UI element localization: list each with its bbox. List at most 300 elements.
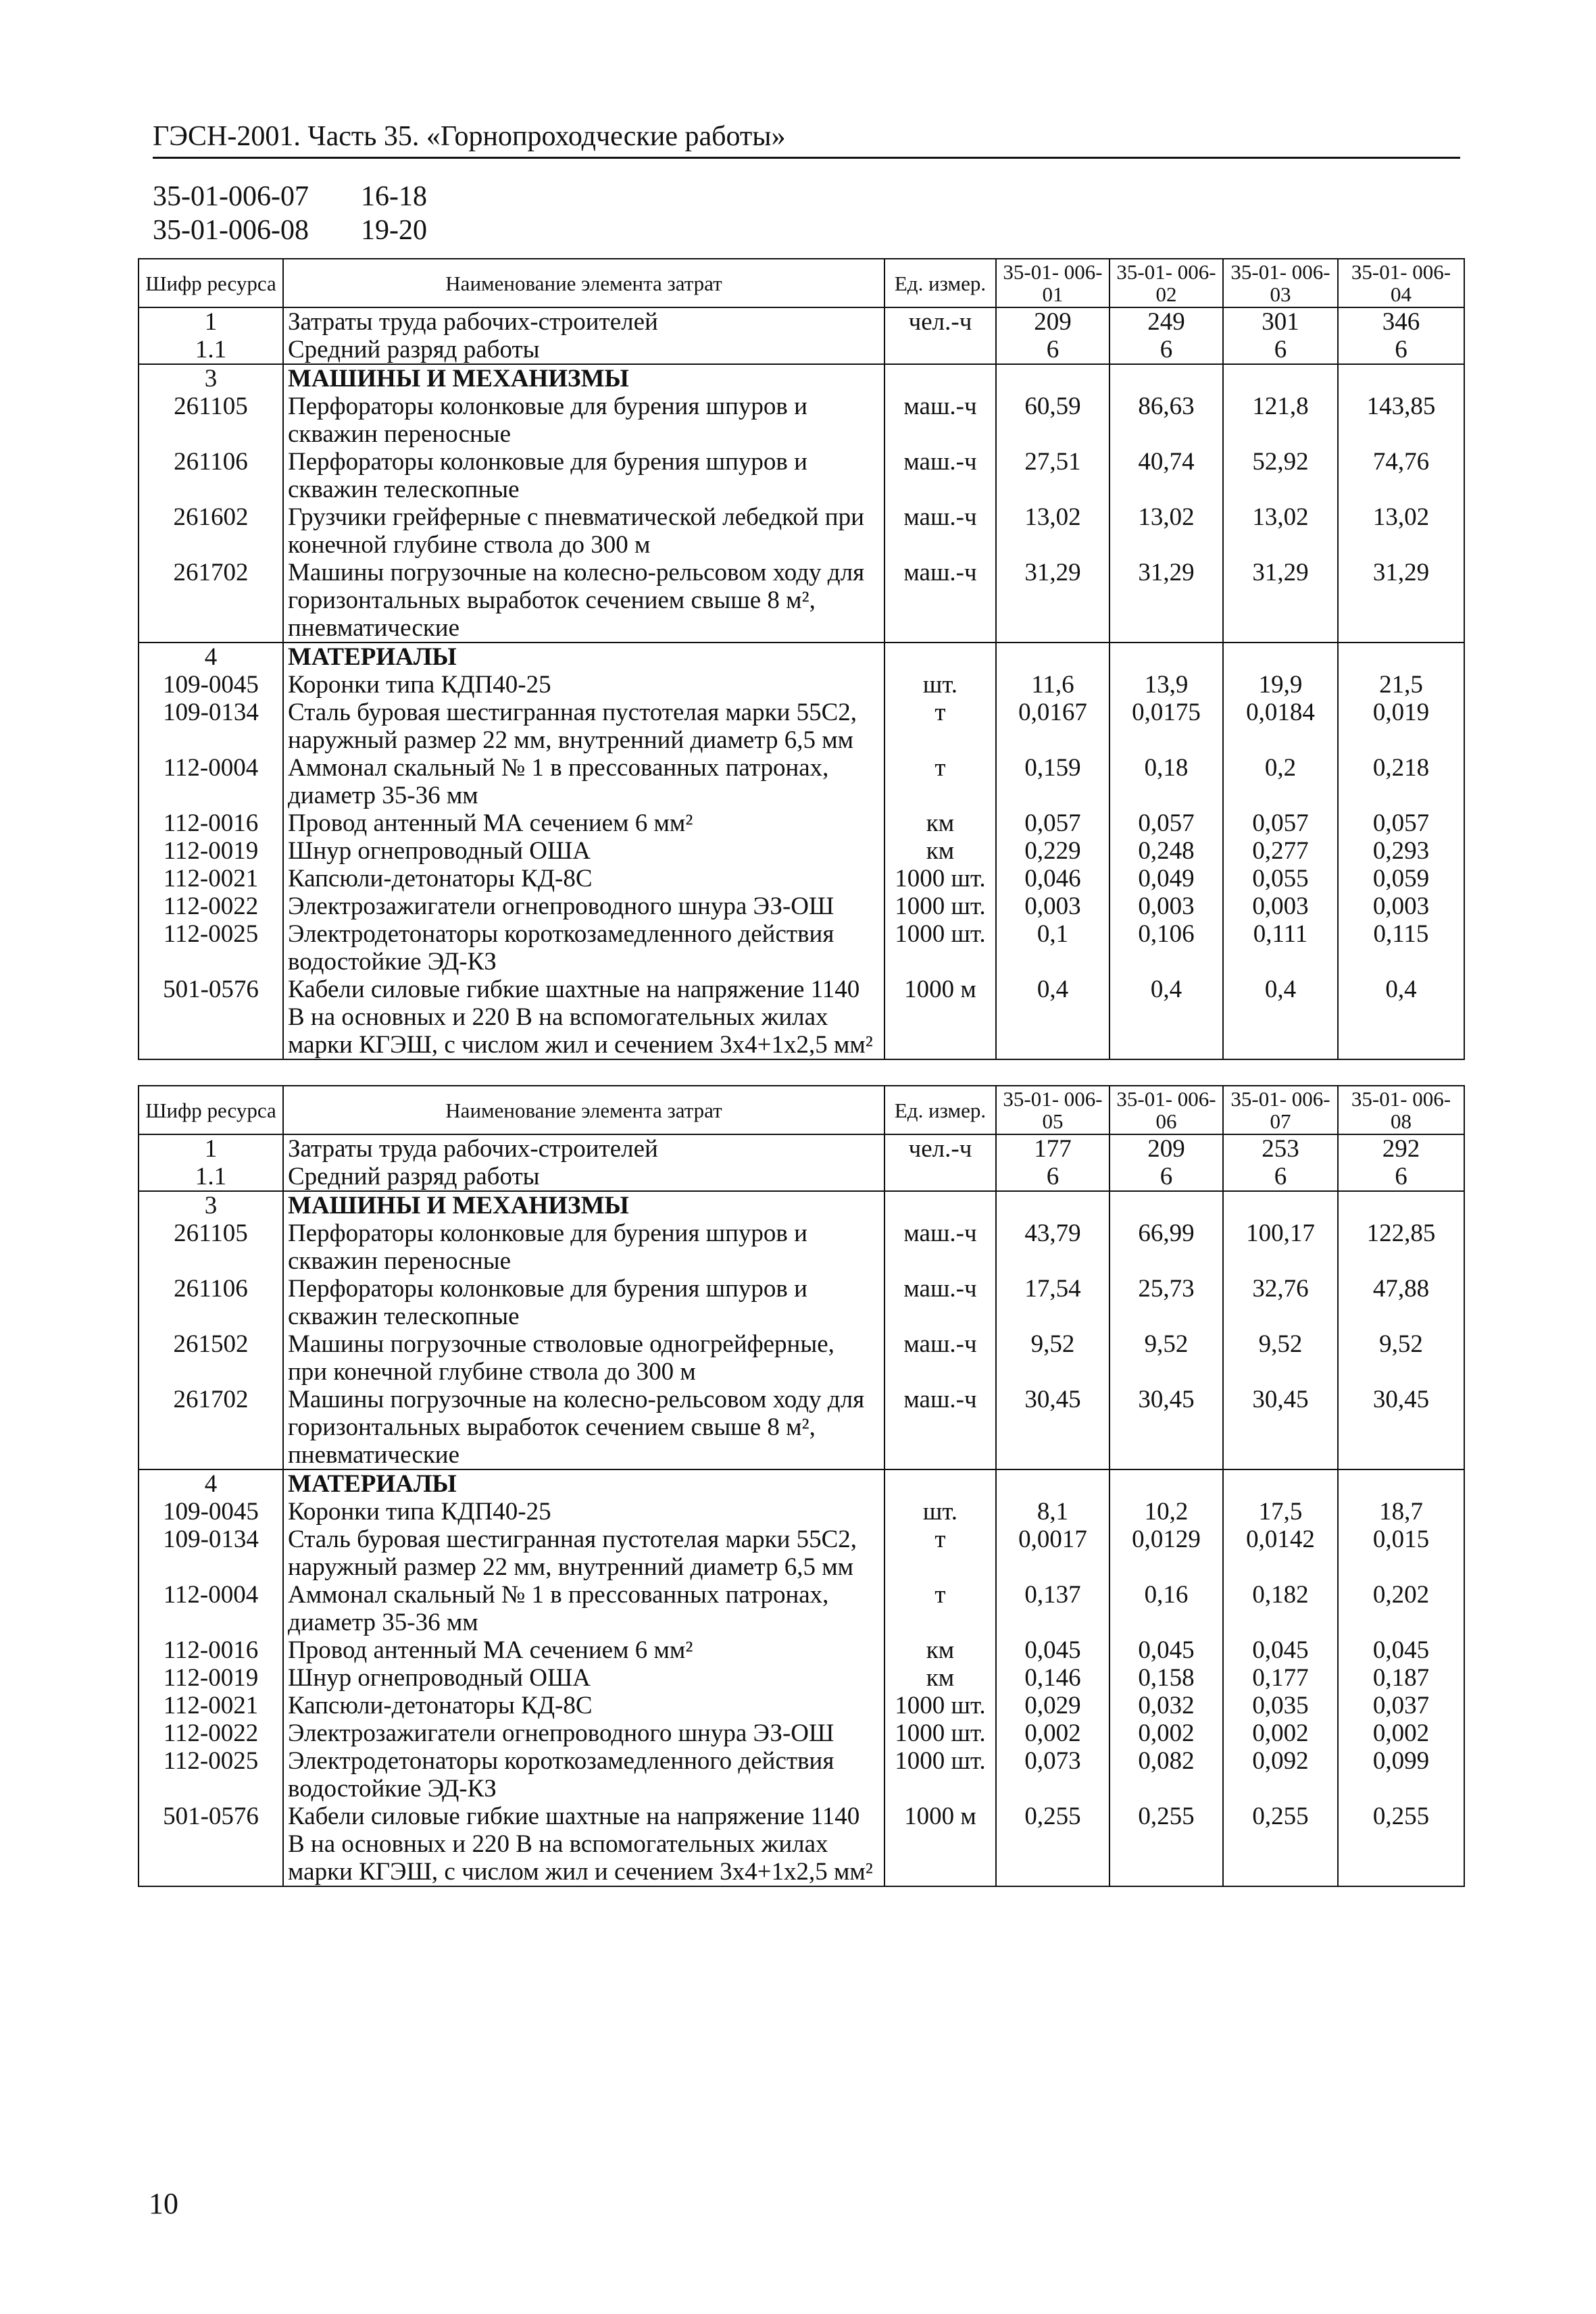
norm-value-cell: 13,02 bbox=[1109, 503, 1223, 559]
norm-value-cell: 0,255 bbox=[996, 1803, 1109, 1886]
norm-value-cell: 0,0167 bbox=[996, 699, 1109, 754]
resource-code-cell: 261702 bbox=[139, 559, 283, 643]
norm-value-cell bbox=[1223, 1191, 1338, 1219]
norm-value-cell: 40,74 bbox=[1109, 448, 1223, 503]
header-norm-code: 35-01- 006-07 bbox=[1223, 1086, 1338, 1134]
resource-code-cell: 109-0045 bbox=[139, 671, 283, 699]
table-row bbox=[139, 643, 1464, 671]
unit-cell: маш.-ч bbox=[884, 559, 996, 643]
cost-element-name-cell: Провод антенный МА сечением 6 мм² bbox=[283, 1636, 884, 1664]
resource-code-cell: 3 bbox=[139, 364, 283, 393]
norm-value-cell: 0,002 bbox=[1338, 1719, 1464, 1747]
page-number: 10 bbox=[149, 2187, 178, 2220]
norm-value-cell: 0,248 bbox=[1109, 837, 1223, 865]
cost-element-name-cell: Машины погрузочные на колесно-рельсовом ходу для горизонтальных выработок сечением свыше 8 м², пневматические bbox=[283, 559, 884, 643]
norm-value-cell: 209 bbox=[1109, 1134, 1223, 1163]
reference-range: 19-20 bbox=[361, 215, 427, 246]
norm-value-cell: 21,5 bbox=[1338, 671, 1464, 699]
unit-cell: 1000 шт. bbox=[884, 865, 996, 892]
norm-value-cell: 0,029 bbox=[996, 1692, 1109, 1719]
norm-value-cell: 0,229 bbox=[996, 837, 1109, 865]
table-row bbox=[139, 1191, 1464, 1219]
norm-value-cell: 0,045 bbox=[996, 1636, 1109, 1664]
cost-element-name-cell: Электродетонаторы короткозамедленного действия водостойкие ЭД-КЗ bbox=[283, 1747, 884, 1803]
norm-value-cell: 0,4 bbox=[1338, 976, 1464, 1059]
resource-code-cell: 1.1 bbox=[139, 1163, 283, 1191]
norm-value-cell: 30,45 bbox=[1338, 1386, 1464, 1469]
cost-element-name-cell: Кабели силовые гибкие шахтные на напряжение 1140 В на основных и 220 В на вспомогательных жилах марки КГЭШ, с числом жил и сечением 3х4+1х2,5 мм² bbox=[283, 1803, 884, 1886]
cost-element-name-cell: Сталь буровая шестигранная пустотелая марки 55С2, наружный размер 22 мм, внутренний диаметр 6,5 мм bbox=[283, 1526, 884, 1581]
resource-code-cell: 501-0576 bbox=[139, 976, 283, 1059]
resource-code-cell: 112-0022 bbox=[139, 892, 283, 920]
unit-cell: км bbox=[884, 1636, 996, 1664]
unit-cell: маш.-ч bbox=[884, 393, 996, 448]
norm-value-cell: 13,02 bbox=[1338, 503, 1464, 559]
norm-value-cell: 0,057 bbox=[996, 809, 1109, 837]
norm-value-cell: 30,45 bbox=[996, 1386, 1109, 1469]
table-row bbox=[139, 976, 1464, 1059]
norm-table-2 bbox=[138, 1085, 1465, 1887]
unit-cell: т bbox=[884, 699, 996, 754]
table-row bbox=[139, 1330, 1464, 1386]
reference-code: 35-01-006-07 bbox=[153, 181, 309, 212]
norm-value-cell: 13,02 bbox=[1223, 503, 1338, 559]
cost-element-name-cell: Перфораторы колонковые для бурения шпуров и скважин телескопные bbox=[283, 1275, 884, 1330]
norm-value-cell: 0,045 bbox=[1223, 1636, 1338, 1664]
norm-value-cell bbox=[996, 364, 1109, 393]
norm-value-cell: 47,88 bbox=[1338, 1275, 1464, 1330]
norm-value-cell: 0,218 bbox=[1338, 754, 1464, 809]
norm-value-cell: 11,6 bbox=[996, 671, 1109, 699]
cost-element-name-cell: Электрозажигатели огнепроводного шнура ЭЗ-ОШ bbox=[283, 892, 884, 920]
norm-value-cell: 30,45 bbox=[1223, 1386, 1338, 1469]
norm-value-cell: 0,2 bbox=[1223, 754, 1338, 809]
norm-value-cell bbox=[1223, 364, 1338, 393]
norm-table-1 bbox=[138, 258, 1465, 1060]
unit-cell: маш.-ч bbox=[884, 448, 996, 503]
resource-code-cell: 1.1 bbox=[139, 336, 283, 364]
table-row bbox=[139, 1386, 1464, 1469]
table-row bbox=[139, 1636, 1464, 1664]
unit-cell: маш.-ч bbox=[884, 1386, 996, 1469]
norm-value-cell: 25,73 bbox=[1109, 1275, 1223, 1330]
resource-code-cell: 261702 bbox=[139, 1386, 283, 1469]
resource-code-cell: 112-0016 bbox=[139, 1636, 283, 1664]
norm-value-cell: 0,003 bbox=[996, 892, 1109, 920]
norm-value-cell: 0,255 bbox=[1338, 1803, 1464, 1886]
unit-cell bbox=[884, 336, 996, 364]
norm-value-cell: 292 bbox=[1338, 1134, 1464, 1163]
norm-value-cell: 86,63 bbox=[1109, 393, 1223, 448]
header-norm-code: 35-01- 006-02 bbox=[1109, 259, 1223, 307]
norm-value-cell: 13,9 bbox=[1109, 671, 1223, 699]
norm-value-cell: 0,003 bbox=[1109, 892, 1223, 920]
norm-value-cell: 143,85 bbox=[1338, 393, 1464, 448]
header-norm-code: 35-01- 006-03 bbox=[1223, 259, 1338, 307]
norm-value-cell: 18,7 bbox=[1338, 1498, 1464, 1526]
header-cost-element: Наименование элемента затрат bbox=[283, 259, 884, 307]
norm-value-cell: 0,0184 bbox=[1223, 699, 1338, 754]
norm-value-cell bbox=[1338, 643, 1464, 671]
table-row bbox=[139, 1498, 1464, 1526]
unit-cell: маш.-ч bbox=[884, 1219, 996, 1275]
norm-value-cell: 6 bbox=[1223, 1163, 1338, 1191]
norm-value-cell: 0,293 bbox=[1338, 837, 1464, 865]
resource-code-cell: 261106 bbox=[139, 1275, 283, 1330]
norm-value-cell: 0,4 bbox=[1223, 976, 1338, 1059]
norm-value-cell: 31,29 bbox=[1109, 559, 1223, 643]
unit-cell: шт. bbox=[884, 671, 996, 699]
unit-cell: км bbox=[884, 1664, 996, 1692]
cost-element-name-cell: Средний разряд работы bbox=[283, 336, 884, 364]
norm-value-cell: 0,1 bbox=[996, 920, 1109, 976]
norm-value-cell: 0,137 bbox=[996, 1581, 1109, 1636]
unit-cell: 1000 шт. bbox=[884, 892, 996, 920]
norm-value-cell: 0,049 bbox=[1109, 865, 1223, 892]
unit-cell: маш.-ч bbox=[884, 1275, 996, 1330]
reference-code: 35-01-006-08 bbox=[153, 215, 309, 246]
reference-row bbox=[153, 180, 427, 213]
norm-value-cell: 9,52 bbox=[1109, 1330, 1223, 1386]
norm-value-cell bbox=[1109, 1191, 1223, 1219]
norm-value-cell: 0,177 bbox=[1223, 1664, 1338, 1692]
header-norm-code: 35-01- 006-04 bbox=[1338, 259, 1464, 307]
norm-value-cell: 0,0017 bbox=[996, 1526, 1109, 1581]
norm-value-cell: 0,057 bbox=[1223, 809, 1338, 837]
resource-code-cell: 261106 bbox=[139, 448, 283, 503]
norm-value-cell: 0,182 bbox=[1223, 1581, 1338, 1636]
table-row bbox=[139, 1747, 1464, 1803]
unit-cell: чел.-ч bbox=[884, 1134, 996, 1163]
unit-cell: т bbox=[884, 754, 996, 809]
header-norm-code: 35-01- 006-01 bbox=[996, 259, 1109, 307]
norm-value-cell: 60,59 bbox=[996, 393, 1109, 448]
norm-value-cell: 122,85 bbox=[1338, 1219, 1464, 1275]
cost-element-name-cell: МАШИНЫ И МЕХАНИЗМЫ bbox=[283, 364, 884, 393]
norm-value-cell: 43,79 bbox=[996, 1219, 1109, 1275]
cost-element-name-cell: Капсюли-детонаторы КД-8С bbox=[283, 1692, 884, 1719]
document-title: ГЭСН-2001. Часть 35. «Горнопроходческие работы» bbox=[153, 121, 786, 152]
norm-value-cell: 13,02 bbox=[996, 503, 1109, 559]
norm-value-cell: 0,092 bbox=[1223, 1747, 1338, 1803]
table-row bbox=[139, 1803, 1464, 1886]
resource-code-cell: 112-0019 bbox=[139, 1664, 283, 1692]
cost-element-name-cell: Шнур огнепроводный ОША bbox=[283, 1664, 884, 1692]
cost-element-name-cell: Машины погрузочные стволовые одногрейферные, при конечной глубине ствола до 300 м bbox=[283, 1330, 884, 1386]
table-row bbox=[139, 1219, 1464, 1275]
norm-value-cell: 0,106 bbox=[1109, 920, 1223, 976]
reference-list bbox=[153, 180, 427, 247]
resource-code-cell: 109-0045 bbox=[139, 1498, 283, 1526]
table-row bbox=[139, 336, 1464, 364]
norm-value-cell: 0,073 bbox=[996, 1747, 1109, 1803]
table-row bbox=[139, 503, 1464, 559]
header-unit: Ед. измер. bbox=[884, 1086, 996, 1134]
cost-element-name-cell: Перфораторы колонковые для бурения шпуров и скважин телескопные bbox=[283, 448, 884, 503]
cost-element-name-cell: Машины погрузочные на колесно-рельсовом ходу для горизонтальных выработок сечением свыше 8 м², пневматические bbox=[283, 1386, 884, 1469]
cost-element-name-cell: Аммонал скальный № 1 в прессованных патронах, диаметр 35-36 мм bbox=[283, 754, 884, 809]
header-resource-code: Шифр ресурса bbox=[139, 259, 283, 307]
resource-code-cell: 261105 bbox=[139, 393, 283, 448]
norm-value-cell: 30,45 bbox=[1109, 1386, 1223, 1469]
norm-value-cell: 301 bbox=[1223, 307, 1338, 336]
table-row bbox=[139, 1581, 1464, 1636]
norm-value-cell: 0,202 bbox=[1338, 1581, 1464, 1636]
reference-row bbox=[153, 213, 427, 247]
header-norm-code: 35-01- 006-05 bbox=[996, 1086, 1109, 1134]
unit-cell: км bbox=[884, 837, 996, 865]
resource-code-cell: 112-0004 bbox=[139, 754, 283, 809]
unit-cell: т bbox=[884, 1581, 996, 1636]
resource-code-cell: 112-0025 bbox=[139, 1747, 283, 1803]
unit-cell: 1000 шт. bbox=[884, 920, 996, 976]
resource-code-cell: 109-0134 bbox=[139, 1526, 283, 1581]
norm-value-cell: 0,158 bbox=[1109, 1664, 1223, 1692]
norm-value-cell: 6 bbox=[996, 336, 1109, 364]
reference-range: 16-18 bbox=[361, 181, 427, 212]
unit-cell bbox=[884, 1469, 996, 1498]
cost-element-name-cell: Затраты труда рабочих-строителей bbox=[283, 1134, 884, 1163]
norm-value-cell: 100,17 bbox=[1223, 1219, 1338, 1275]
table-row bbox=[139, 671, 1464, 699]
unit-cell: 1000 м bbox=[884, 976, 996, 1059]
norm-value-cell: 0,4 bbox=[1109, 976, 1223, 1059]
resource-code-cell: 261602 bbox=[139, 503, 283, 559]
norm-value-cell: 27,51 bbox=[996, 448, 1109, 503]
norm-value-cell: 6 bbox=[1338, 336, 1464, 364]
table-row bbox=[139, 754, 1464, 809]
norm-value-cell: 0,035 bbox=[1223, 1692, 1338, 1719]
table-row bbox=[139, 865, 1464, 892]
norm-value-cell: 9,52 bbox=[1338, 1330, 1464, 1386]
norm-value-cell bbox=[1223, 1469, 1338, 1498]
norm-value-cell: 0,032 bbox=[1109, 1692, 1223, 1719]
norm-value-cell: 19,9 bbox=[1223, 671, 1338, 699]
norm-value-cell: 121,8 bbox=[1223, 393, 1338, 448]
norm-value-cell: 6 bbox=[996, 1163, 1109, 1191]
norm-value-cell: 0,159 bbox=[996, 754, 1109, 809]
norm-value-cell: 0,187 bbox=[1338, 1664, 1464, 1692]
norm-value-cell: 177 bbox=[996, 1134, 1109, 1163]
unit-cell: маш.-ч bbox=[884, 1330, 996, 1386]
norm-value-cell: 253 bbox=[1223, 1134, 1338, 1163]
norm-value-cell: 0,046 bbox=[996, 865, 1109, 892]
norm-value-cell: 0,003 bbox=[1223, 892, 1338, 920]
cost-element-name-cell: Грузчики грейферные с пневматической лебедкой при конечной глубине ствола до 300 м bbox=[283, 503, 884, 559]
cost-element-name-cell: Аммонал скальный № 1 в прессованных патронах, диаметр 35-36 мм bbox=[283, 1581, 884, 1636]
resource-code-cell: 112-0019 bbox=[139, 837, 283, 865]
resource-code-cell: 4 bbox=[139, 643, 283, 671]
unit-cell: 1000 м bbox=[884, 1803, 996, 1886]
norm-value-cell: 0,082 bbox=[1109, 1747, 1223, 1803]
cost-element-name-cell: Сталь буровая шестигранная пустотелая марки 55С2, наружный размер 22 мм, внутренний диаметр 6,5 мм bbox=[283, 699, 884, 754]
resource-code-cell: 112-0025 bbox=[139, 920, 283, 976]
norm-value-cell bbox=[1109, 364, 1223, 393]
table-header-row bbox=[139, 1086, 1464, 1134]
norm-value-cell: 0,0129 bbox=[1109, 1526, 1223, 1581]
norm-value-cell: 66,99 bbox=[1109, 1219, 1223, 1275]
cost-element-name-cell: Средний разряд работы bbox=[283, 1163, 884, 1191]
resource-code-cell: 261502 bbox=[139, 1330, 283, 1386]
norm-value-cell: 0,255 bbox=[1223, 1803, 1338, 1886]
norm-value-cell: 0,18 bbox=[1109, 754, 1223, 809]
norm-value-cell: 0,002 bbox=[1109, 1719, 1223, 1747]
norm-value-cell: 32,76 bbox=[1223, 1275, 1338, 1330]
table-row bbox=[139, 1692, 1464, 1719]
cost-element-name-cell: Электродетонаторы короткозамедленного действия водостойкие ЭД-КЗ bbox=[283, 920, 884, 976]
header-norm-code: 35-01- 006-08 bbox=[1338, 1086, 1464, 1134]
header-norm-code: 35-01- 006-06 bbox=[1109, 1086, 1223, 1134]
unit-cell: т bbox=[884, 1526, 996, 1581]
cost-element-name-cell: Шнур огнепроводный ОША bbox=[283, 837, 884, 865]
resource-code-cell: 112-0021 bbox=[139, 865, 283, 892]
norm-value-cell bbox=[996, 643, 1109, 671]
norm-value-cell: 52,92 bbox=[1223, 448, 1338, 503]
norm-value-cell: 74,76 bbox=[1338, 448, 1464, 503]
norm-value-cell: 0,057 bbox=[1338, 809, 1464, 837]
norm-value-cell: 9,52 bbox=[996, 1330, 1109, 1386]
unit-cell: 1000 шт. bbox=[884, 1747, 996, 1803]
cost-element-name-cell: Коронки типа КДП40-25 bbox=[283, 671, 884, 699]
cost-element-name-cell: Затраты труда рабочих-строителей bbox=[283, 307, 884, 336]
norm-value-cell: 31,29 bbox=[1223, 559, 1338, 643]
table-row bbox=[139, 393, 1464, 448]
table-row bbox=[139, 1163, 1464, 1191]
norm-value-cell: 249 bbox=[1109, 307, 1223, 336]
norm-value-cell: 31,29 bbox=[996, 559, 1109, 643]
table-row bbox=[139, 1664, 1464, 1692]
unit-cell bbox=[884, 1191, 996, 1219]
unit-cell: маш.-ч bbox=[884, 503, 996, 559]
norm-value-cell: 0,057 bbox=[1109, 809, 1223, 837]
norm-value-cell: 0,037 bbox=[1338, 1692, 1464, 1719]
header-cost-element: Наименование элемента затрат bbox=[283, 1086, 884, 1134]
unit-cell: 1000 шт. bbox=[884, 1719, 996, 1747]
resource-code-cell: 4 bbox=[139, 1469, 283, 1498]
norm-value-cell: 6 bbox=[1109, 336, 1223, 364]
norm-value-cell: 0,003 bbox=[1338, 892, 1464, 920]
resource-code-cell: 1 bbox=[139, 307, 283, 336]
table-row bbox=[139, 699, 1464, 754]
norm-value-cell: 0,015 bbox=[1338, 1526, 1464, 1581]
cost-element-name-cell: Капсюли-детонаторы КД-8С bbox=[283, 865, 884, 892]
norm-value-cell bbox=[1338, 364, 1464, 393]
norm-value-cell bbox=[1338, 1469, 1464, 1498]
norm-value-cell: 10,2 bbox=[1109, 1498, 1223, 1526]
cost-element-name-cell: Провод антенный МА сечением 6 мм² bbox=[283, 809, 884, 837]
resource-code-cell: 112-0016 bbox=[139, 809, 283, 837]
unit-cell bbox=[884, 643, 996, 671]
table-row bbox=[139, 1469, 1464, 1498]
cost-element-name-cell: Электрозажигатели огнепроводного шнура ЭЗ-ОШ bbox=[283, 1719, 884, 1747]
norm-value-cell: 6 bbox=[1338, 1163, 1464, 1191]
norm-value-cell: 0,115 bbox=[1338, 920, 1464, 976]
table-header-row bbox=[139, 259, 1464, 307]
resource-code-cell: 112-0004 bbox=[139, 1581, 283, 1636]
norm-value-cell: 0,059 bbox=[1338, 865, 1464, 892]
table-row bbox=[139, 559, 1464, 643]
norm-value-cell bbox=[1109, 643, 1223, 671]
norm-value-cell bbox=[996, 1191, 1109, 1219]
unit-cell: шт. bbox=[884, 1498, 996, 1526]
norm-value-cell: 9,52 bbox=[1223, 1330, 1338, 1386]
norm-value-cell: 0,002 bbox=[996, 1719, 1109, 1747]
cost-element-name-cell: Коронки типа КДП40-25 bbox=[283, 1498, 884, 1526]
norm-value-cell: 17,5 bbox=[1223, 1498, 1338, 1526]
header-unit: Ед. измер. bbox=[884, 259, 996, 307]
unit-cell bbox=[884, 364, 996, 393]
table-row bbox=[139, 448, 1464, 503]
norm-value-cell: 209 bbox=[996, 307, 1109, 336]
unit-cell: 1000 шт. bbox=[884, 1692, 996, 1719]
norm-value-cell: 0,045 bbox=[1109, 1636, 1223, 1664]
norm-value-cell: 0,255 bbox=[1109, 1803, 1223, 1886]
norm-value-cell: 0,277 bbox=[1223, 837, 1338, 865]
resource-code-cell: 112-0021 bbox=[139, 1692, 283, 1719]
page-header bbox=[153, 120, 1460, 159]
table-row bbox=[139, 892, 1464, 920]
norm-value-cell: 0,0142 bbox=[1223, 1526, 1338, 1581]
norm-value-cell bbox=[1338, 1191, 1464, 1219]
unit-cell: чел.-ч bbox=[884, 307, 996, 336]
cost-element-name-cell: МАТЕРИАЛЫ bbox=[283, 643, 884, 671]
norm-value-cell: 346 bbox=[1338, 307, 1464, 336]
table-row bbox=[139, 1526, 1464, 1581]
norm-value-cell: 6 bbox=[1109, 1163, 1223, 1191]
table-row bbox=[139, 307, 1464, 336]
resource-code-cell: 109-0134 bbox=[139, 699, 283, 754]
cost-element-name-cell: Кабели силовые гибкие шахтные на напряжение 1140 В на основных и 220 В на вспомогательных жилах марки КГЭШ, с числом жил и сечением 3х4+1х2,5 мм² bbox=[283, 976, 884, 1059]
norm-value-cell: 0,16 bbox=[1109, 1581, 1223, 1636]
table-row bbox=[139, 1719, 1464, 1747]
norm-value-cell: 0,146 bbox=[996, 1664, 1109, 1692]
norm-value-cell: 0,045 bbox=[1338, 1636, 1464, 1664]
norm-value-cell: 0,4 bbox=[996, 976, 1109, 1059]
header-resource-code: Шифр ресурса bbox=[139, 1086, 283, 1134]
norm-value-cell bbox=[996, 1469, 1109, 1498]
cost-element-name-cell: Перфораторы колонковые для бурения шпуров и скважин переносные bbox=[283, 393, 884, 448]
norm-value-cell: 0,099 bbox=[1338, 1747, 1464, 1803]
resource-code-cell: 501-0576 bbox=[139, 1803, 283, 1886]
norm-value-cell: 0,002 bbox=[1223, 1719, 1338, 1747]
table-row bbox=[139, 1134, 1464, 1163]
resource-code-cell: 1 bbox=[139, 1134, 283, 1163]
table-row bbox=[139, 920, 1464, 976]
norm-value-cell: 0,111 bbox=[1223, 920, 1338, 976]
table-row bbox=[139, 364, 1464, 393]
table-row bbox=[139, 809, 1464, 837]
unit-cell bbox=[884, 1163, 996, 1191]
unit-cell: км bbox=[884, 809, 996, 837]
table-row bbox=[139, 837, 1464, 865]
resource-code-cell: 3 bbox=[139, 1191, 283, 1219]
cost-element-name-cell: МАТЕРИАЛЫ bbox=[283, 1469, 884, 1498]
cost-element-name-cell: Перфораторы колонковые для бурения шпуров и скважин переносные bbox=[283, 1219, 884, 1275]
table-row bbox=[139, 1275, 1464, 1330]
norm-value-cell: 6 bbox=[1223, 336, 1338, 364]
norm-value-cell: 0,0175 bbox=[1109, 699, 1223, 754]
norm-value-cell: 8,1 bbox=[996, 1498, 1109, 1526]
norm-value-cell: 0,019 bbox=[1338, 699, 1464, 754]
norm-value-cell bbox=[1109, 1469, 1223, 1498]
resource-code-cell: 112-0022 bbox=[139, 1719, 283, 1747]
norm-value-cell: 0,055 bbox=[1223, 865, 1338, 892]
resource-code-cell: 261105 bbox=[139, 1219, 283, 1275]
norm-value-cell: 17,54 bbox=[996, 1275, 1109, 1330]
norm-value-cell bbox=[1223, 643, 1338, 671]
cost-element-name-cell: МАШИНЫ И МЕХАНИЗМЫ bbox=[283, 1191, 884, 1219]
norm-value-cell: 31,29 bbox=[1338, 559, 1464, 643]
